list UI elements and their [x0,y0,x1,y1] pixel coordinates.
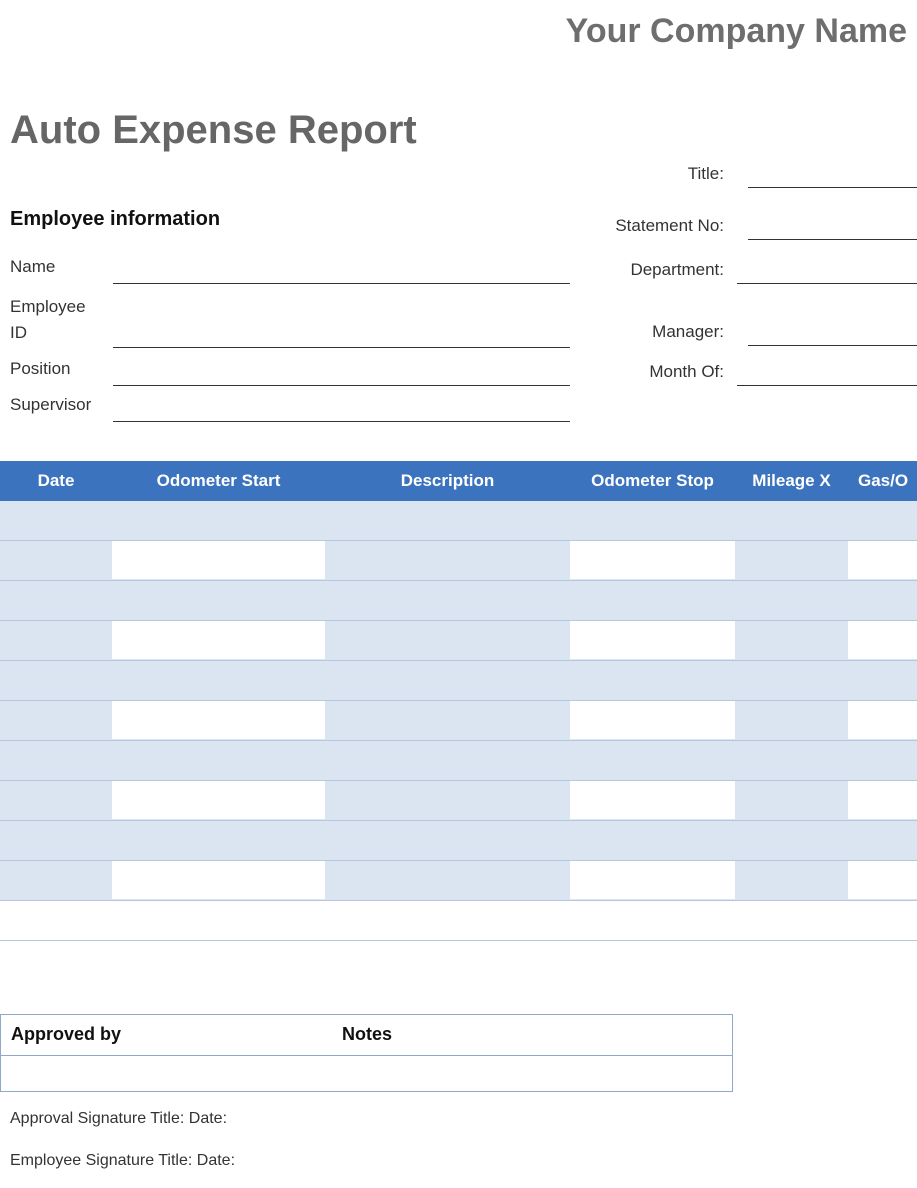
department-field[interactable] [580,256,917,284]
odometer-stop-cell[interactable] [570,541,735,579]
odometer-start-cell[interactable] [112,621,325,659]
table-row[interactable] [0,861,917,901]
header-odometer-stop: Odometer Stop [591,471,714,490]
manager-line[interactable] [748,345,917,346]
expense-table [0,461,917,941]
employee-id-line[interactable] [113,347,570,348]
manager-field[interactable] [580,318,917,346]
gas-cell[interactable] [848,781,917,819]
month-of-label: Month Of: [649,362,724,381]
title-field[interactable] [580,160,917,188]
odometer-stop-cell[interactable] [570,701,735,739]
header-mileage: Mileage X [752,471,831,490]
approval-box [0,1014,733,1092]
company-name: Your Company Name [565,12,907,50]
employee-id-label-line2: ID [10,323,27,342]
table-row[interactable] [0,581,917,621]
table-row[interactable] [0,701,917,741]
table-row[interactable] [0,741,917,781]
department-label: Department: [630,260,724,279]
supervisor-line[interactable] [113,421,570,422]
table-total-row[interactable] [0,901,917,941]
notes-label: Notes [342,1024,393,1044]
supervisor-field[interactable] [10,394,570,422]
employee-id-label [10,294,86,346]
supervisor-label: Supervisor [10,395,92,414]
title-label: Title: [687,164,724,183]
odometer-stop-cell[interactable] [570,621,735,659]
table-row[interactable] [0,821,917,861]
gas-cell[interactable] [848,621,917,659]
month-of-field[interactable] [580,358,917,386]
name-label: Name [10,257,56,276]
employee-signature-line: Employee Signature Title: Date: [10,1152,236,1169]
position-line[interactable] [113,385,570,386]
approval-signature-line: Approval Signature Title: Date: [10,1110,228,1127]
report-title: Auto Expense Report [10,108,417,152]
approved-by-label: Approved by [11,1024,122,1044]
employee-id-field[interactable] [10,286,570,348]
odometer-stop-cell[interactable] [570,861,735,899]
name-line[interactable] [113,283,570,284]
table-row[interactable] [0,661,917,701]
odometer-start-cell[interactable] [112,701,325,739]
header-date: Date [37,471,75,490]
odometer-stop-cell[interactable] [570,781,735,819]
statement-no-line[interactable] [748,239,917,240]
table-row[interactable] [0,781,917,821]
name-field[interactable] [10,256,570,284]
header-description: Description [400,471,495,490]
position-field[interactable] [10,358,570,386]
table-header [0,461,917,501]
employee-info-heading: Employee information [10,208,221,230]
table-row[interactable] [0,501,917,541]
header-odometer-start: Odometer Start [156,471,281,490]
manager-label: Manager: [652,322,724,341]
table-row[interactable] [0,621,917,661]
approval-entry-row[interactable] [1,1056,732,1092]
header-gas: Gas/O [858,471,909,490]
table-row[interactable] [0,541,917,581]
gas-cell[interactable] [848,541,917,579]
approval-header [1,1015,732,1056]
odometer-start-cell[interactable] [112,781,325,819]
odometer-start-cell[interactable] [112,861,325,899]
gas-cell[interactable] [848,701,917,739]
employee-id-label-line1: Employee [10,297,86,316]
month-of-line[interactable] [737,385,917,386]
position-label: Position [10,359,71,378]
department-line[interactable] [737,283,917,284]
title-line[interactable] [748,187,917,188]
statement-no-label: Statement No: [615,216,724,235]
odometer-start-cell[interactable] [112,541,325,579]
statement-no-field[interactable] [580,212,917,240]
gas-cell[interactable] [848,861,917,899]
